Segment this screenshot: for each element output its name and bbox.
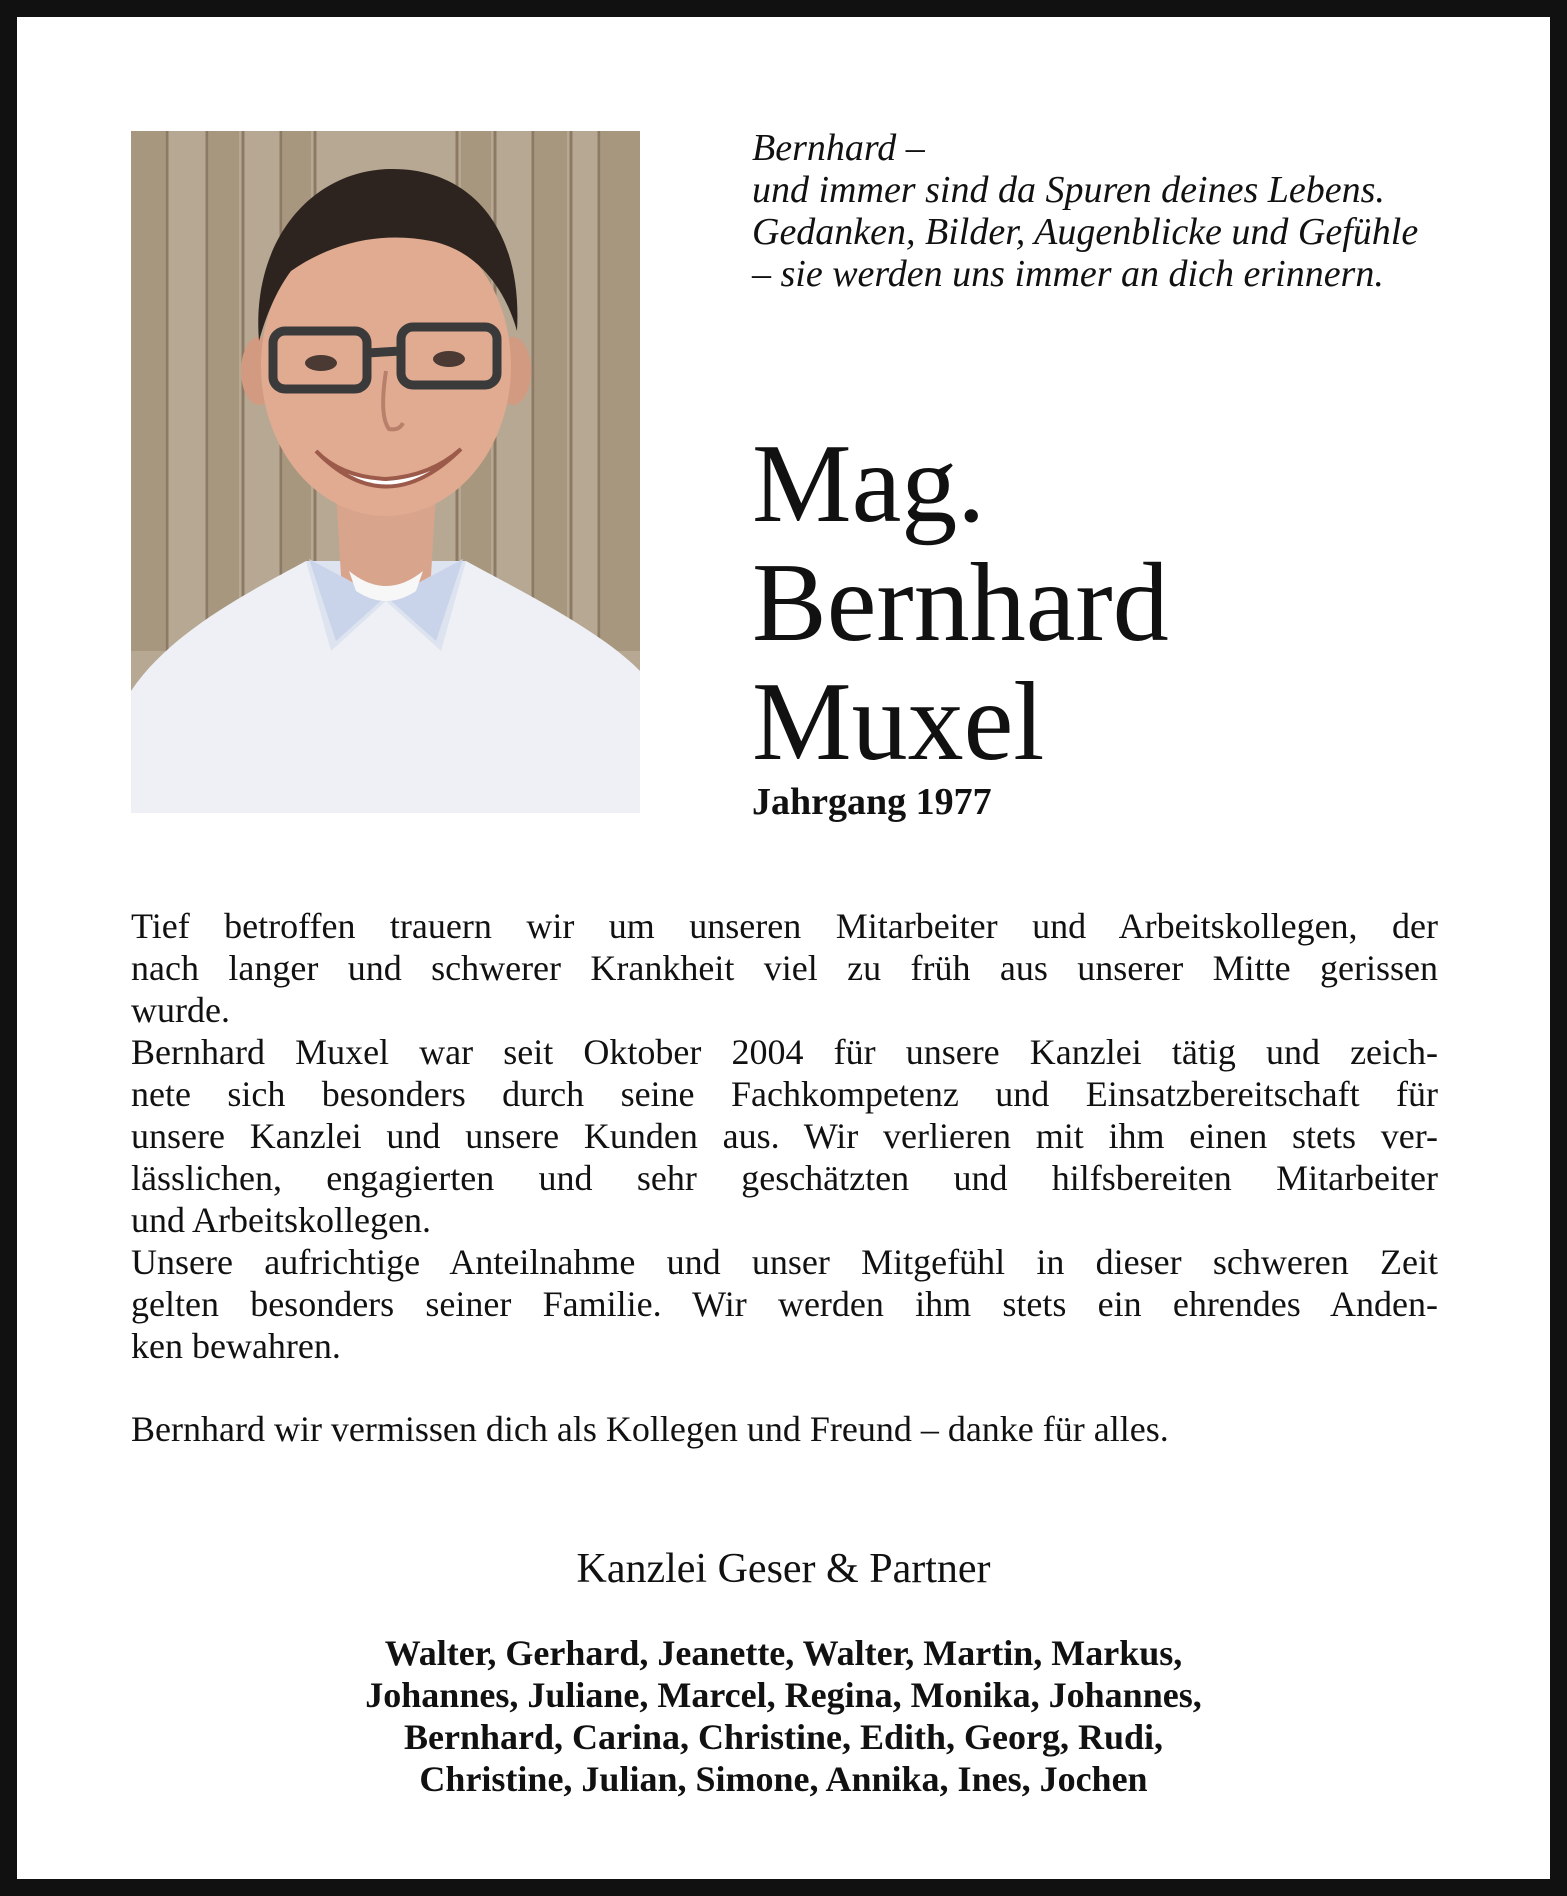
- body-line: unsere Kanzlei und unsere Kunden aus. Wir verlieren mit ihm einen stets ver-: [131, 1116, 1438, 1156]
- body-line: gelten besonders seiner Familie. Wir werden ihm stets ein ehrendes Anden-: [131, 1284, 1438, 1324]
- deceased-name: [752, 422, 1169, 784]
- birth-year: Jahrgang 1977: [752, 781, 992, 823]
- closing-line: Bernhard wir vermissen dich als Kollegen und Freund – danke für alles.: [131, 1409, 1169, 1449]
- verse-line: Bernhard –: [752, 127, 925, 169]
- names-line: Christine, Julian, Simone, Annika, Ines, Jochen: [419, 1759, 1148, 1799]
- verse-line: Gedanken, Bilder, Augenblicke und Gefühle: [752, 211, 1419, 253]
- memorial-verse: [752, 127, 1472, 295]
- body-line: nach langer und schwerer Krankheit viel zu früh aus unserer Mitte gerissen: [131, 948, 1438, 988]
- body-line: nete sich besonders durch seine Fachkompetenz und Einsatzbereitschaft für: [131, 1074, 1438, 1114]
- names-line: Bernhard, Carina, Christine, Edith, Georg, Rudi,: [403, 1717, 1164, 1757]
- name-first: Bernhard: [752, 541, 1169, 665]
- body-line: Bernhard Muxel war seit Oktober 2004 für unsere Kanzlei tätig und zeich-: [131, 1032, 1438, 1072]
- body-line: Tief betroffen trauern wir um unseren Mitarbeiter und Arbeitskollegen, der: [131, 906, 1438, 946]
- verse-line: – sie werden uns immer an dich erinnern.: [752, 253, 1384, 295]
- firm-name: Kanzlei Geser & Partner: [576, 1546, 991, 1592]
- body-line: ken bewahren.: [131, 1326, 341, 1366]
- body-line: Unsere aufrichtige Anteilnahme und unser Mitgefühl in dieser schweren Zeit: [131, 1242, 1438, 1282]
- name-title: Mag.: [752, 422, 986, 546]
- colleague-names: [0, 1632, 1567, 1800]
- names-line: Johannes, Juliane, Marcel, Regina, Monika, Johannes,: [365, 1675, 1202, 1715]
- portrait-photo: [131, 131, 640, 813]
- body-line: lässlichen, engagierten und sehr geschätzten und hilfsbereiten Mitarbeiter: [131, 1158, 1438, 1198]
- verse-line: und immer sind da Spuren deines Lebens.: [752, 169, 1385, 211]
- obituary-body: [131, 905, 1438, 1367]
- name-last: Muxel: [752, 660, 1045, 784]
- names-line: Walter, Gerhard, Jeanette, Walter, Martin, Markus,: [384, 1633, 1183, 1673]
- body-line: wurde.: [131, 990, 230, 1030]
- body-line: und Arbeitskollegen.: [131, 1200, 431, 1240]
